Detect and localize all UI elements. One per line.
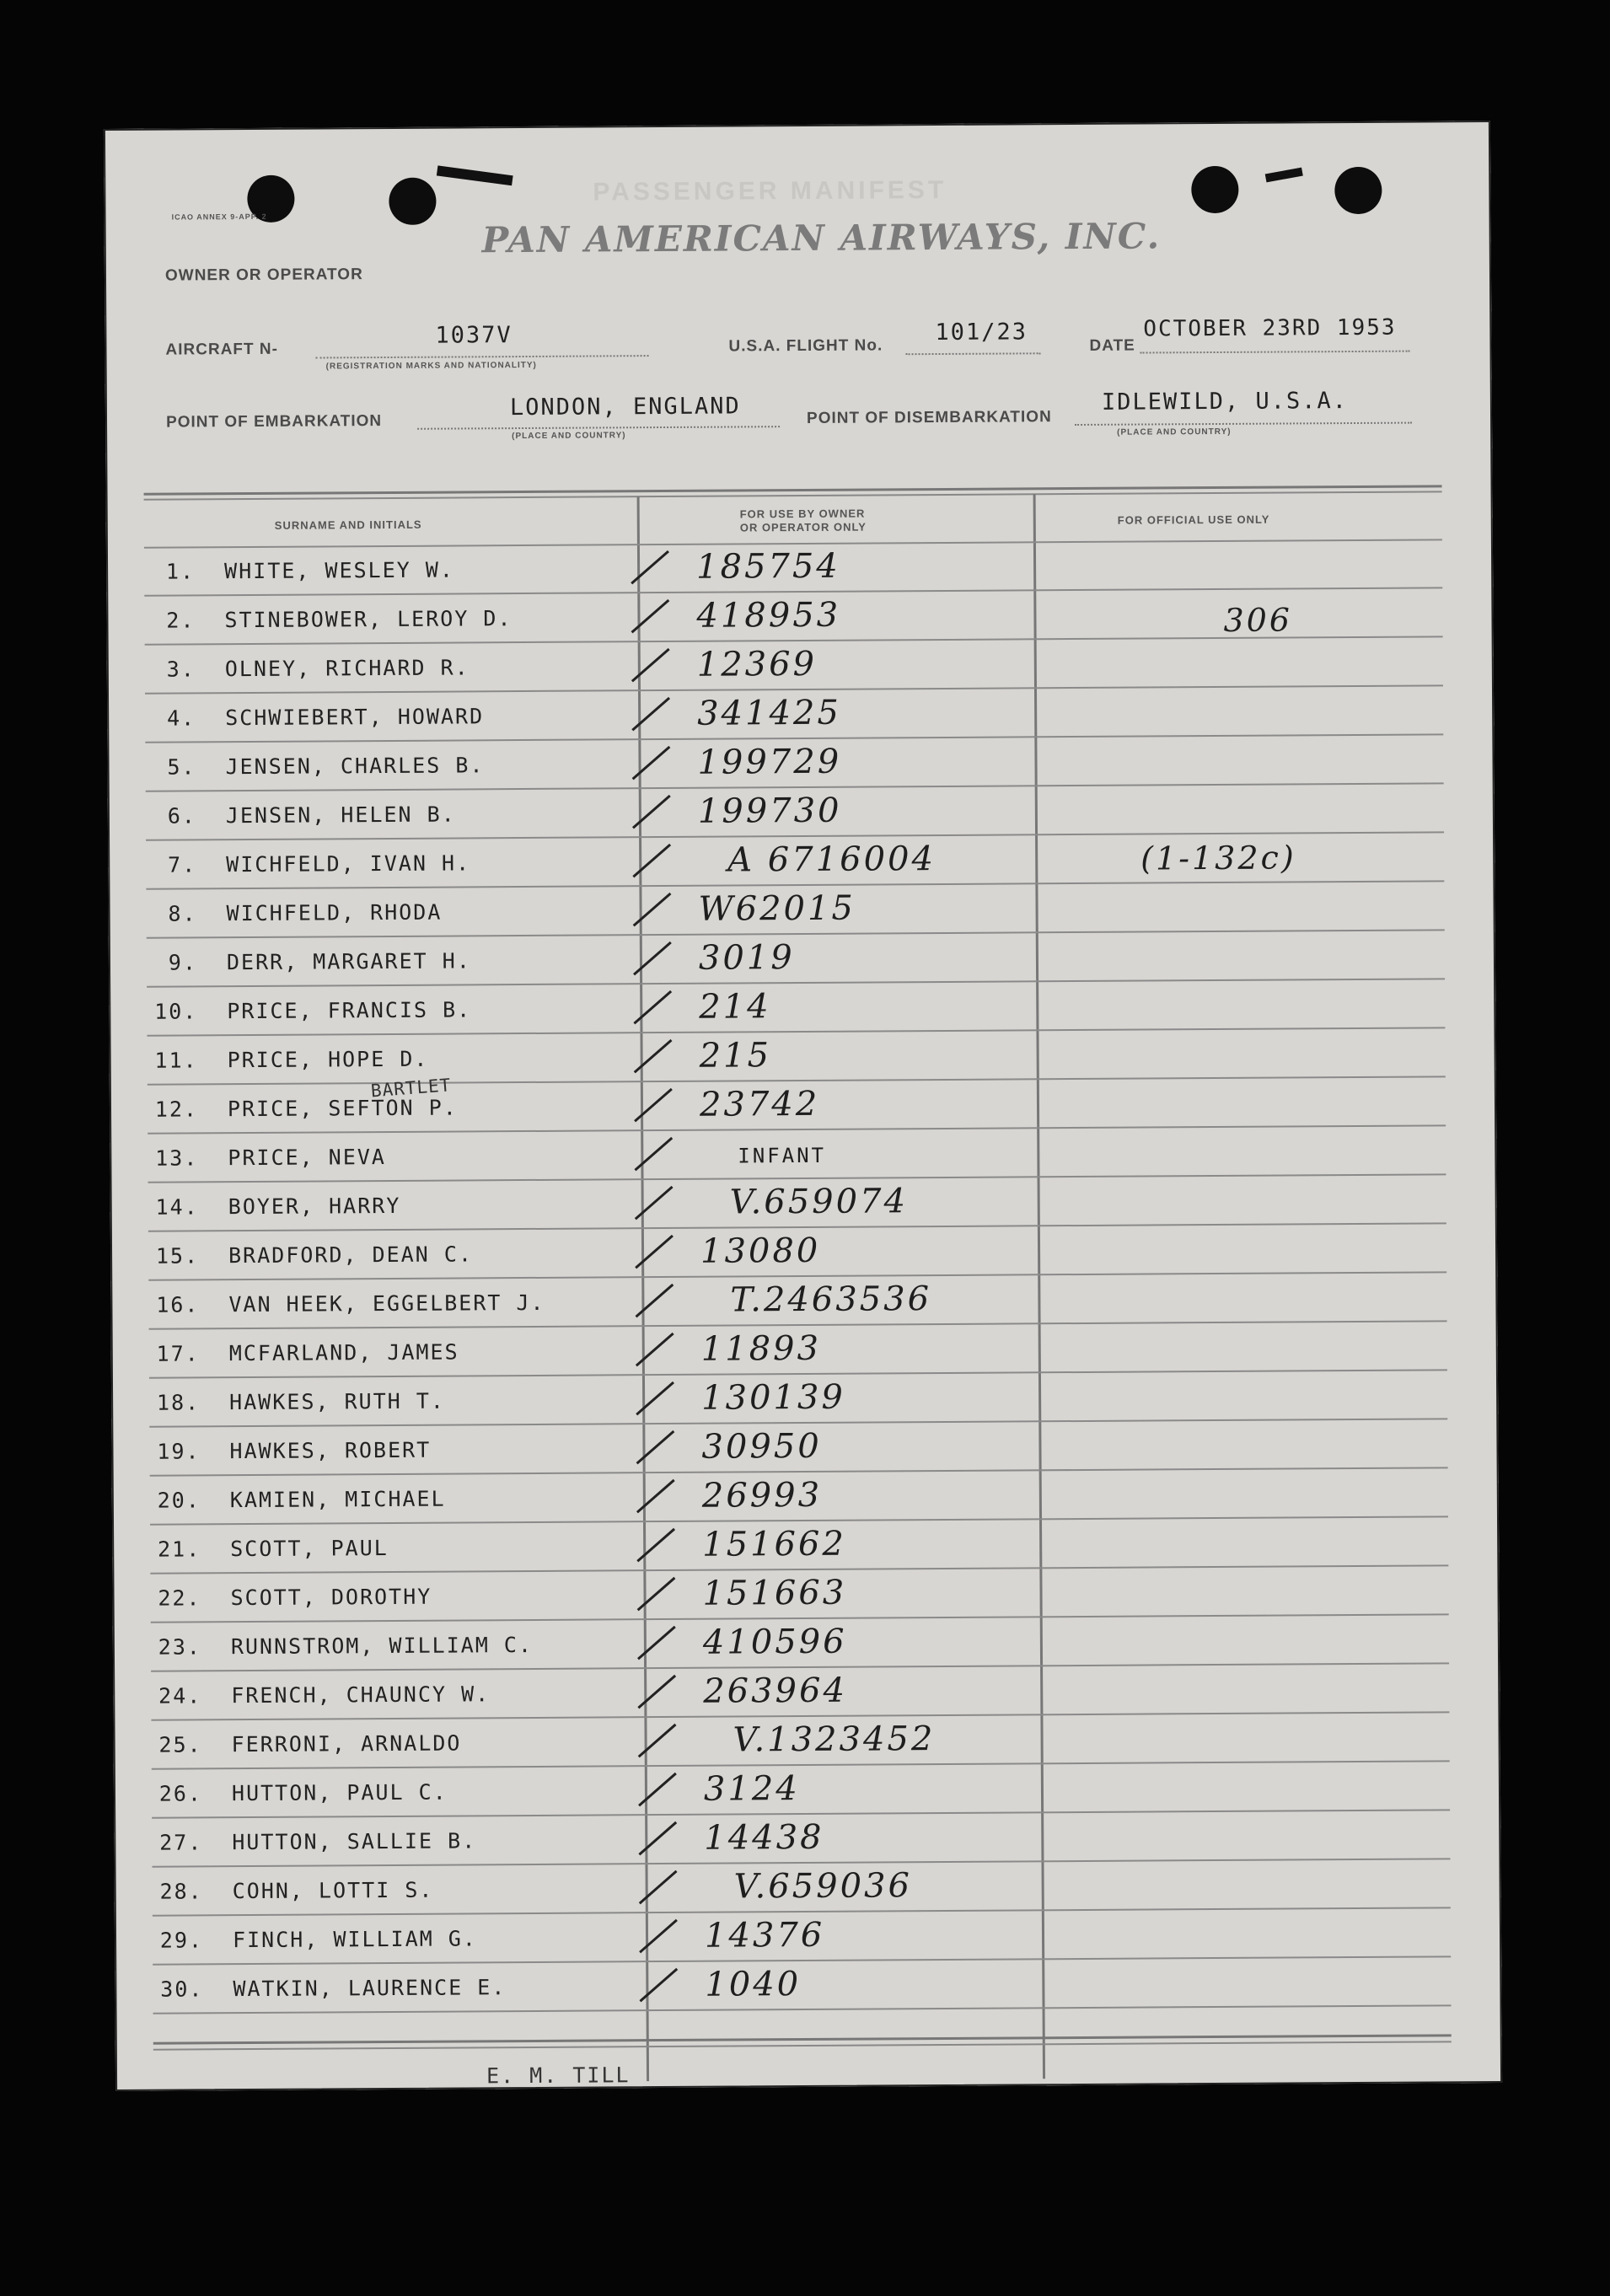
date-label: DATE	[1089, 336, 1135, 355]
passenger-name: HUTTON, SALLIE B.	[232, 1828, 477, 1855]
table-row	[151, 1664, 1445, 1720]
check-mark	[632, 1859, 683, 1910]
passport-number: 23742	[699, 1084, 820, 1124]
check-mark	[633, 1908, 684, 1959]
row-number: 25.	[158, 1732, 202, 1757]
passport-number: INFANT	[738, 1143, 827, 1168]
flight-label: U.S.A. FLIGHT No.	[728, 336, 883, 356]
header-owner-use-1: FOR USE BY OWNER	[739, 507, 866, 521]
table-row	[149, 1419, 1443, 1476]
check-mark	[631, 1468, 681, 1519]
row-number: 19.	[157, 1439, 201, 1464]
row-number: 13.	[155, 1145, 199, 1171]
check-mark	[632, 1811, 683, 1861]
check-mark	[631, 1664, 682, 1714]
table-row	[152, 1811, 1446, 1867]
passenger-name: HAWKES, RUTH T.	[229, 1388, 446, 1415]
row-number: 3.	[166, 657, 196, 682]
check-mark	[625, 637, 676, 688]
passport-number: 11893	[700, 1328, 822, 1369]
check-mark	[628, 1175, 679, 1226]
table-row	[149, 1322, 1443, 1378]
check-mark	[628, 1077, 679, 1128]
row-number: 27.	[159, 1830, 203, 1855]
check-mark	[631, 1713, 682, 1763]
row-number: 24.	[158, 1683, 202, 1709]
passport-number: 199730	[697, 791, 842, 831]
flight-dotline	[906, 352, 1041, 355]
aircraft-value: 1037V	[435, 322, 513, 349]
disembark-label: POINT OF DISEMBARKATION	[806, 408, 1052, 427]
check-mark	[625, 539, 675, 590]
passport-number: V.1323452	[733, 1719, 936, 1760]
row-number: 14.	[155, 1194, 199, 1220]
row-number: 10.	[154, 999, 198, 1024]
row-number: 23.	[158, 1634, 201, 1660]
passport-number: 3019	[698, 938, 795, 978]
passenger-name: HAWKES, ROBERT	[229, 1437, 432, 1464]
row-number: 29.	[159, 1928, 204, 1953]
official-note: 306	[1223, 601, 1293, 639]
passenger-name: WICHFELD, IVAN H.	[226, 850, 471, 877]
ghost-title: PASSENGER MANIFEST	[593, 175, 947, 207]
embark-dotline	[417, 426, 780, 430]
table-row	[153, 1957, 1446, 2014]
row-number: 26.	[158, 1781, 203, 1806]
passenger-name: BOYER, HARRY	[228, 1193, 401, 1220]
table-row	[149, 1371, 1443, 1427]
table-row	[150, 1517, 1444, 1574]
table-row	[148, 1224, 1442, 1280]
passport-number: 12369	[696, 644, 818, 684]
check-mark	[630, 1322, 680, 1372]
table-row	[148, 1175, 1442, 1231]
header-official: FOR OFFICIAL USE ONLY	[1117, 512, 1270, 527]
form-ref-line-2: ICAO ANNEX 9-APP. 2	[171, 212, 267, 222]
table-row	[146, 784, 1440, 840]
passenger-name: RUNNSTROM, WILLIAM C.	[230, 1632, 534, 1660]
table-row	[148, 1273, 1442, 1329]
check-mark	[629, 1224, 679, 1274]
table-row	[144, 588, 1438, 645]
row-number: 8.	[168, 901, 197, 926]
passport-number: 130139	[700, 1377, 845, 1418]
table-row	[150, 1566, 1444, 1623]
table-row	[148, 1126, 1441, 1183]
aircraft-caption: (REGISTRATION MARKS AND NATIONALITY)	[325, 360, 537, 372]
embark-caption: (PLACE AND COUNTRY)	[512, 431, 626, 442]
passenger-name: VAN HEEK, EGGELBERT J.	[228, 1290, 545, 1317]
embark-label: POINT OF EMBARKATION	[165, 412, 383, 432]
row-number: 28.	[159, 1879, 203, 1904]
table-row	[148, 1077, 1441, 1134]
table-row	[145, 735, 1439, 791]
table-row	[146, 833, 1440, 889]
check-mark	[626, 882, 677, 932]
row-number: 1.	[165, 559, 196, 584]
check-mark	[625, 735, 676, 786]
date-dotline	[1140, 351, 1410, 354]
aircraft-label: AIRCRAFT N-	[165, 340, 279, 359]
passenger-name: FERRONI, ARNALDO	[231, 1730, 462, 1757]
passport-number: 151663	[702, 1573, 847, 1613]
table-row	[145, 637, 1439, 694]
passport-number: 30950	[701, 1426, 822, 1467]
owner-label: OWNER OR OPERATOR	[164, 266, 363, 285]
check-mark	[626, 833, 677, 883]
passenger-name: WICHFELD, RHODA	[226, 899, 443, 926]
row-number: 6.	[167, 803, 196, 829]
passenger-name: JENSEN, HELEN B.	[225, 802, 456, 829]
passport-number: V.659036	[733, 1866, 913, 1907]
table-row	[146, 882, 1440, 938]
punch-hole-right-1	[1191, 166, 1238, 213]
check-mark	[631, 1615, 682, 1666]
embark-value: LONDON, ENGLAND	[509, 393, 741, 421]
passenger-name: DERR, MARGARET H.	[226, 948, 471, 975]
check-mark	[630, 1419, 680, 1470]
passport-number: 1040	[705, 1965, 802, 2004]
passport-number: 13080	[700, 1231, 821, 1271]
row-number: 17.	[156, 1341, 200, 1366]
passport-number: W62015	[698, 888, 856, 929]
date-value: OCTOBER 23RD 1953	[1143, 314, 1397, 342]
passenger-name: COHN, LOTTI S.	[232, 1877, 434, 1904]
passenger-name: KAMIEN, MICHAEL	[229, 1486, 446, 1513]
passport-number: 14376	[704, 1915, 825, 1955]
tape-mark-right	[1265, 168, 1303, 183]
passport-number: 418953	[696, 595, 841, 636]
header-surname: SURNAME AND INITIALS	[274, 518, 422, 532]
passport-number: 185754	[695, 546, 840, 587]
table-row	[151, 1615, 1445, 1671]
check-mark	[631, 1517, 681, 1568]
passenger-name: STINEBOWER, LEROY D.	[224, 606, 513, 633]
flight-value: 101/23	[935, 319, 1028, 346]
signature-typed: E. M. TILL	[486, 2063, 631, 2089]
passport-number: 199729	[697, 742, 842, 782]
check-mark	[626, 784, 677, 834]
row-number: 2.	[166, 608, 196, 633]
passport-number: V.659074	[729, 1182, 909, 1222]
row-number: 22.	[158, 1585, 201, 1611]
row-number: 5.	[167, 754, 196, 780]
table-top-rule	[144, 485, 1442, 495]
passport-number: 151662	[702, 1524, 847, 1564]
check-mark	[627, 931, 678, 981]
table-row	[152, 1762, 1446, 1818]
table-row	[147, 931, 1441, 987]
row-number: 7.	[168, 852, 197, 877]
row-number: 16.	[156, 1292, 200, 1317]
company-name: PAN AMERICAN AIRWAYS, INC.	[481, 215, 1162, 261]
passenger-name: WATKIN, LAURENCE E.	[233, 1975, 507, 2002]
disembark-dotline	[1075, 422, 1412, 426]
check-mark	[627, 1028, 678, 1079]
row-number: 15.	[155, 1243, 200, 1269]
passport-number: 341425	[697, 693, 841, 733]
check-mark	[625, 686, 676, 737]
table-row	[153, 1859, 1446, 1916]
row12-annotation: BARTLET	[370, 1075, 453, 1102]
table-row	[147, 1028, 1441, 1085]
row-number: 18.	[156, 1390, 201, 1415]
check-mark	[627, 979, 678, 1030]
passport-number: A 6716004	[727, 840, 936, 880]
disembark-caption: (PLACE AND COUNTRY)	[1117, 426, 1232, 437]
check-mark	[628, 1126, 679, 1177]
passport-number: 26993	[701, 1475, 823, 1515]
row-number: 20.	[157, 1488, 201, 1513]
passenger-name: SCOTT, PAUL	[230, 1536, 389, 1562]
table-row	[145, 686, 1439, 743]
passenger-name: HUTTON, PAUL C.	[231, 1779, 448, 1806]
passport-number: 14438	[704, 1817, 824, 1858]
official-note: (1-132c)	[1140, 839, 1296, 877]
passenger-name: SCHWIEBERT, HOWARD	[225, 704, 485, 731]
row-number: 11.	[154, 1048, 198, 1073]
table-row	[147, 979, 1441, 1036]
table-row	[151, 1713, 1445, 1769]
passenger-name: WHITE, WESLEY W.	[224, 557, 455, 584]
table-row	[144, 539, 1438, 596]
passenger-name: PRICE, NEVA	[228, 1145, 387, 1171]
check-mark	[630, 1371, 680, 1421]
punch-hole-left-2	[389, 178, 436, 225]
check-mark	[631, 1566, 681, 1617]
header-owner-use-2: OR OPERATOR ONLY	[739, 520, 867, 534]
aircraft-dotline	[316, 355, 649, 358]
row-number: 12.	[154, 1097, 199, 1122]
tape-mark	[437, 165, 513, 185]
disembark-value: IDLEWILD, U.S.A.	[1101, 388, 1349, 416]
manifest-page	[104, 121, 1502, 2091]
row-rule	[153, 2004, 1452, 2014]
check-mark	[629, 1273, 679, 1323]
passenger-name: PRICE, SEFTON P.	[227, 1095, 458, 1122]
passenger-name: BRADFORD, DEAN C.	[228, 1242, 474, 1269]
passport-number: 410596	[702, 1622, 847, 1662]
passenger-name: MCFARLAND, JAMES	[228, 1339, 459, 1366]
table-row	[150, 1468, 1444, 1525]
passport-number: 214	[699, 987, 771, 1027]
passenger-name: JENSEN, CHARLES B.	[225, 753, 485, 780]
table-row	[153, 1908, 1446, 1965]
punch-hole-right-2	[1334, 167, 1382, 214]
passport-number: 3124	[703, 1769, 800, 1809]
check-mark	[632, 1762, 683, 1812]
passenger-name: PRICE, FRANCIS B.	[227, 997, 472, 1024]
passenger-name: SCOTT, DOROTHY	[230, 1584, 432, 1611]
row-number: 4.	[166, 705, 196, 731]
passenger-name: FINCH, WILLIAM G.	[232, 1926, 477, 1953]
passenger-name: FRENCH, CHAUNCY W.	[231, 1682, 491, 1709]
passenger-name: OLNEY, RICHARD R.	[224, 655, 470, 682]
row-number: 9.	[168, 950, 198, 975]
row-number: 30.	[160, 1977, 204, 2002]
passport-number: 215	[699, 1036, 772, 1076]
passenger-name: PRICE, HOPE D.	[227, 1046, 429, 1073]
passport-number: T.2463536	[730, 1279, 932, 1320]
check-mark	[625, 588, 675, 639]
row-number: 21.	[157, 1537, 201, 1562]
passport-number: 263964	[703, 1671, 848, 1711]
check-mark	[633, 1957, 684, 2008]
passenger-list	[144, 539, 1452, 2015]
